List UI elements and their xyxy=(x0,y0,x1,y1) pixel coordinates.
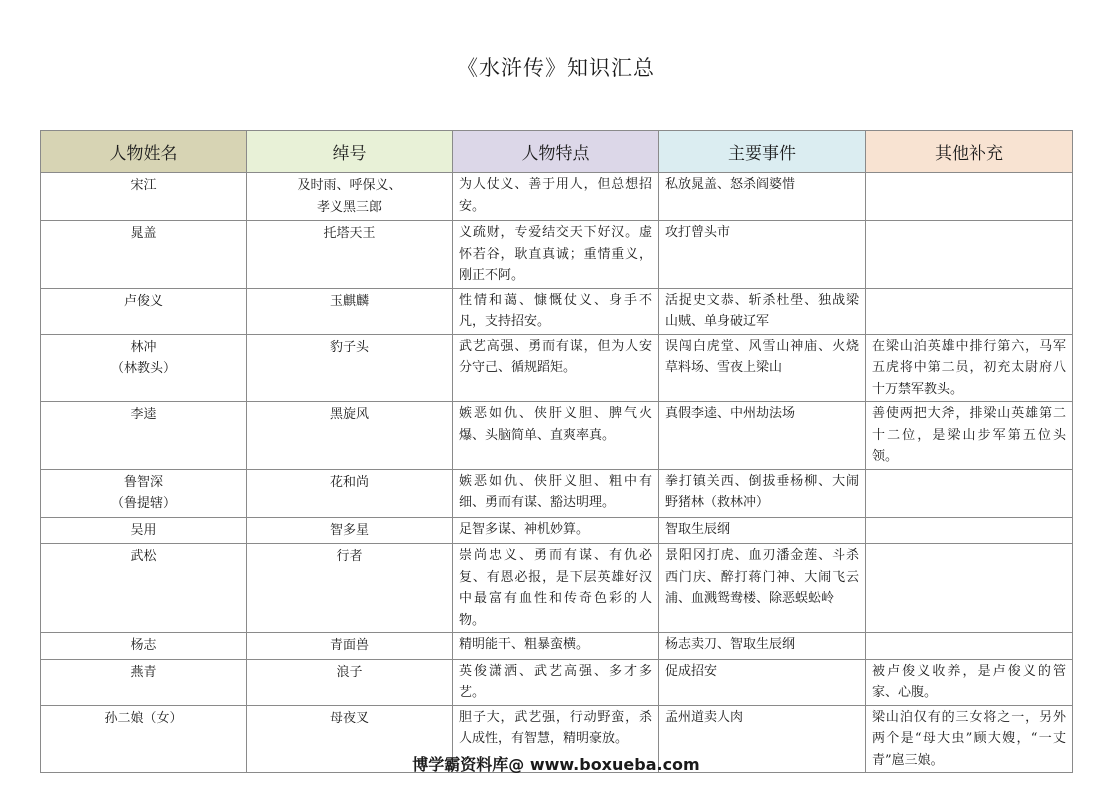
character-name: 卢俊义 xyxy=(123,293,163,309)
header-nickname: 绰号 xyxy=(247,131,453,173)
cell-traits: 英俊潇洒、武艺高强、多才多艺。 xyxy=(453,659,659,705)
table-row xyxy=(41,469,1073,517)
cell-events: 促成招安 xyxy=(659,659,866,705)
cell-nickname: 及时雨、呼保义、 孝义黑三郎 xyxy=(247,173,453,221)
cell-traits: 胆子大，武艺强，行动野蛮，杀人成性，有智慧，精明豪放。 xyxy=(453,705,659,773)
cell-name xyxy=(41,402,247,470)
table-row xyxy=(41,544,1073,633)
character-name: 吴用 xyxy=(130,522,157,538)
cell-name xyxy=(41,221,247,289)
cell-events: 攻打曾头市 xyxy=(659,221,866,289)
cell-nickname: 青面兽 xyxy=(247,633,453,660)
cell-traits: 性情和蔼、慷慨仗义、身手不凡，支持招安。 xyxy=(453,288,659,334)
page-title: 《水浒传》知识汇总 xyxy=(457,56,655,80)
cell-traits: 嫉恶如仇、侠肝义胆、粗中有细、勇而有谋、豁达明理。 xyxy=(453,469,659,517)
cell-notes xyxy=(866,517,1073,544)
character-name: 燕青 xyxy=(130,664,157,680)
cell-events: 孟州道卖人肉 xyxy=(659,705,866,773)
character-alias: （鲁提辖） xyxy=(110,496,176,511)
table-row xyxy=(41,633,1073,660)
cell-traits: 足智多谋、神机妙算。 xyxy=(453,517,659,544)
character-name: 李逵 xyxy=(130,407,157,422)
cell-name xyxy=(41,173,247,221)
cell-name xyxy=(41,544,247,633)
cell-name xyxy=(41,469,247,517)
header-row xyxy=(41,131,1073,173)
table-row xyxy=(41,659,1073,705)
cell-events: 真假李逵、中州劫法场 xyxy=(659,402,866,470)
header-traits: 人物特点 xyxy=(453,131,659,173)
cell-nickname: 玉麒麟 xyxy=(247,288,453,334)
character-name: 鲁智深 xyxy=(123,474,163,490)
footer-watermark: 博学霸资料库@ www.boxueba.com xyxy=(412,755,700,774)
table-row xyxy=(41,221,1073,289)
cell-notes xyxy=(866,173,1073,221)
cell-nickname: 花和尚 xyxy=(247,469,453,517)
cell-nickname: 母夜叉 xyxy=(247,705,453,773)
cell-nickname: 黑旋风 xyxy=(247,402,453,470)
cell-events: 景阳冈打虎、血刃潘金莲、斗杀西门庆、醉打蒋门神、大闹飞云浦、血溅鸳鸯楼、除恶蜈蚣岭 xyxy=(659,544,866,633)
cell-notes: 善使两把大斧，排梁山英雄第二十二位，是梁山步军第五位头领。 xyxy=(866,402,1073,470)
table-row xyxy=(41,334,1073,402)
cell-nickname: 浪子 xyxy=(247,659,453,705)
cell-notes: 被卢俊义收养，是卢俊义的管家、心腹。 xyxy=(866,659,1073,705)
character-name: 宋江 xyxy=(130,178,157,193)
table-row xyxy=(41,288,1073,334)
cell-nickname: 智多星 xyxy=(247,517,453,544)
cell-notes xyxy=(866,221,1073,289)
character-alias: （林教头） xyxy=(110,361,176,376)
character-name: 武松 xyxy=(130,549,157,564)
header-name: 人物姓名 xyxy=(41,131,247,173)
character-name: 晁盖 xyxy=(130,226,157,241)
cell-name xyxy=(41,659,247,705)
cell-events: 活捉史文恭、斩杀杜壆、独战梁山贼、单身破辽军 xyxy=(659,288,866,334)
header-notes: 其他补充 xyxy=(866,131,1073,173)
cell-nickname: 行者 xyxy=(247,544,453,633)
cell-notes xyxy=(866,633,1073,660)
character-name: 杨志 xyxy=(130,638,157,653)
character-name: 林冲 xyxy=(130,339,157,355)
cell-traits: 为人仗义、善于用人，但总想招安。 xyxy=(453,173,659,221)
cell-notes xyxy=(866,469,1073,517)
cell-traits: 义疏财，专爱结交天下好汉。虚怀若谷，耿直真诚；重情重义，刚正不阿。 xyxy=(453,221,659,289)
cell-traits: 嫉恶如仇、侠肝义胆、脾气火爆、头脑简单、直爽率真。 xyxy=(453,402,659,470)
cell-name xyxy=(41,517,247,544)
cell-nickname: 托塔天王 xyxy=(247,221,453,289)
cell-events: 杨志卖刀、智取生辰纲 xyxy=(659,633,866,660)
cell-notes: 在梁山泊英雄中排行第六，马军五虎将中第二员，初充太尉府八十万禁军教头。 xyxy=(866,334,1073,402)
table-row xyxy=(41,173,1073,221)
table-row xyxy=(41,402,1073,470)
cell-events: 误闯白虎堂、风雪山神庙、火烧草料场、雪夜上梁山 xyxy=(659,334,866,402)
cell-events: 拳打镇关西、倒拔垂杨柳、大闹野猪林（救林冲） xyxy=(659,469,866,517)
cell-notes: 梁山泊仅有的三女将之一，另外两个是“母大虫”顾大嫂，“一丈青”扈三娘。 xyxy=(866,705,1073,773)
cell-notes xyxy=(866,288,1073,334)
header-events: 主要事件 xyxy=(659,131,866,173)
cell-traits: 武艺高强、勇而有谋，但为人安分守己、循规蹈矩。 xyxy=(453,334,659,402)
cell-name xyxy=(41,288,247,334)
character-name: 孙二娘（女） xyxy=(104,710,183,726)
cell-traits: 精明能干、粗暴蛮横。 xyxy=(453,633,659,660)
cell-nickname: 豹子头 xyxy=(247,334,453,402)
cell-traits: 崇尚忠义、勇而有谋、有仇必复、有恩必报，是下层英雄好汉中最富有血性和传奇色彩的人物。 xyxy=(453,544,659,633)
cell-notes xyxy=(866,544,1073,633)
cell-events: 智取生辰纲 xyxy=(659,517,866,544)
table-row xyxy=(41,517,1073,544)
cell-name xyxy=(41,633,247,660)
cell-name xyxy=(41,334,247,402)
knowledge-table xyxy=(40,130,1073,773)
cell-events: 私放晁盖、怒杀阎婆惜 xyxy=(659,173,866,221)
